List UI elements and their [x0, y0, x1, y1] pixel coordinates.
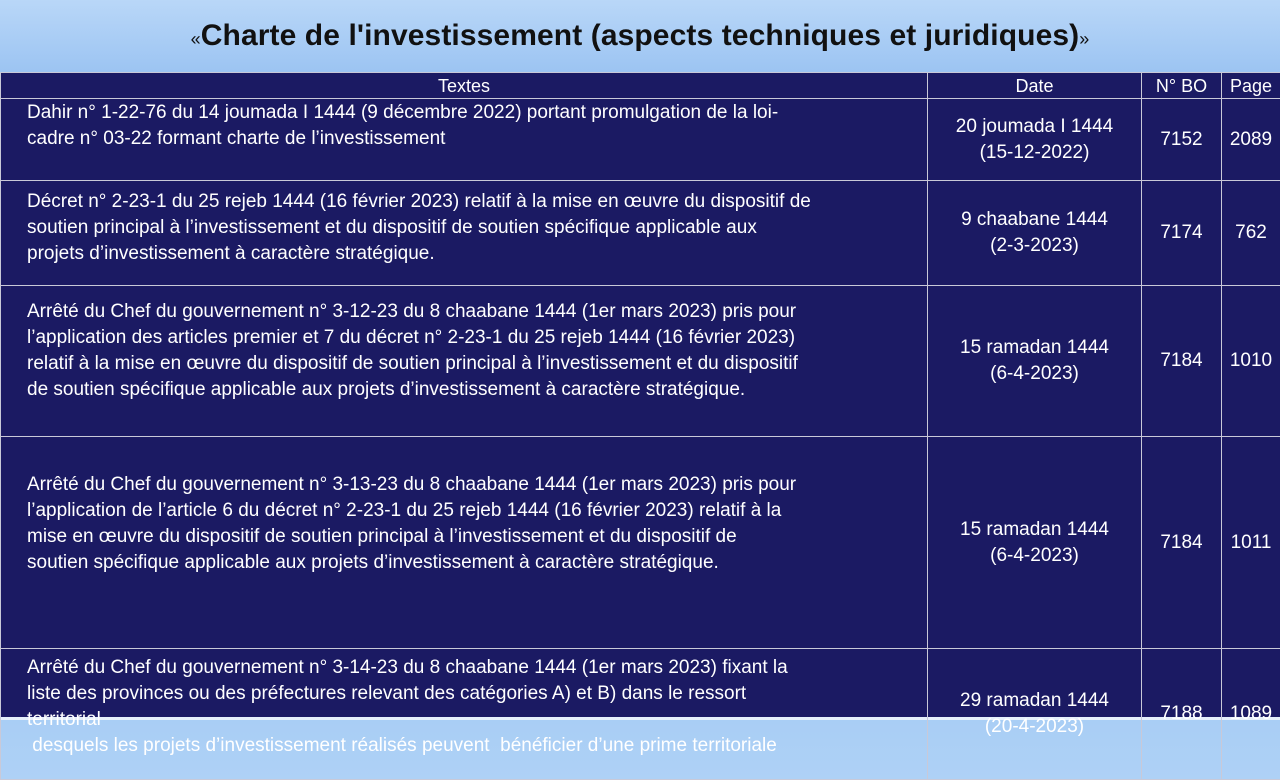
text-line: Arrêté du Chef du gouvernement n° 3-12-23 du 8 chaabane 1444 (1er mars 2023) pris pour — [27, 299, 923, 325]
open-quote: « — [191, 29, 201, 49]
date-gregorian: (6-4-2023) — [928, 543, 1141, 569]
text-line: desquels les projets d’investissement réalisés peuvent bénéficier d’une prime territoriale — [27, 733, 923, 759]
date-gregorian: (6-4-2023) — [928, 361, 1141, 387]
date-cell — [928, 286, 1142, 437]
bo-number-cell: 7152 — [1142, 99, 1222, 181]
date-gregorian: (2-3-2023) — [928, 233, 1141, 259]
bo-number-cell: 7184 — [1142, 437, 1222, 649]
page-number-cell: 2089 — [1222, 99, 1280, 181]
date-hijri: 9 chaabane 1444 — [928, 207, 1141, 233]
column-header-date: Date — [928, 73, 1142, 99]
date-cell — [928, 437, 1142, 649]
column-header-bo: N° BO — [1142, 73, 1222, 99]
page-number-cell: 1011 — [1222, 437, 1280, 649]
bo-number-cell: 7184 — [1142, 286, 1222, 437]
text-line: l’application des articles premier et 7 du décret n° 2-23-1 du 25 rejeb 1444 (16 février 2023) — [27, 325, 923, 351]
text-line: Dahir n° 1-22-76 du 14 joumada I 1444 (9 décembre 2022) portant promulgation de la loi- — [27, 100, 923, 126]
date-cell — [928, 649, 1142, 780]
text-line: soutien spécifique applicable aux projets d’investissement à caractère stratégique. — [27, 550, 923, 576]
column-header-page: Page — [1222, 73, 1280, 99]
date-hijri: 29 ramadan 1444 — [928, 688, 1141, 714]
text-cell — [1, 649, 928, 780]
text-cell — [1, 181, 928, 286]
text-cell — [1, 437, 928, 649]
text-line: projets d’investissement à caractère stratégique. — [27, 241, 923, 267]
text-line: relatif à la mise en œuvre du dispositif de soutien principal à l’investissement et du dispositif — [27, 351, 923, 377]
page-number-cell: 762 — [1222, 181, 1280, 286]
date-cell — [928, 181, 1142, 286]
date-hijri: 20 joumada I 1444 — [928, 114, 1141, 140]
date-hijri: 15 ramadan 1444 — [928, 517, 1141, 543]
column-header-textes: Textes — [1, 73, 928, 99]
legal-texts-table-container — [0, 72, 1280, 717]
legal-texts-table — [0, 72, 1280, 780]
date-gregorian: (15-12-2022) — [928, 140, 1141, 166]
text-line: Décret n° 2-23-1 du 25 rejeb 1444 (16 février 2023) relatif à la mise en œuvre du dispositif de — [27, 189, 923, 215]
title-bar — [0, 0, 1280, 72]
date-gregorian: (20-4-2023) — [928, 714, 1141, 740]
text-line: territorial — [27, 707, 923, 733]
text-line: cadre n° 03-22 formant charte de l’investissement — [27, 126, 923, 152]
table-row — [1, 437, 1280, 649]
table-row — [1, 181, 1280, 286]
page-number-cell: 1089 — [1222, 649, 1280, 780]
text-line: liste des provinces ou des préfectures relevant des catégories A) et B) dans le ressort — [27, 681, 923, 707]
text-cell — [1, 99, 928, 181]
page-title — [191, 19, 1090, 53]
text-line: l’application de l’article 6 du décret n° 2-23-1 du 25 rejeb 1444 (16 février 2023) relatif à la — [27, 498, 923, 524]
text-line: soutien principal à l’investissement et du dispositif de soutien spécifique applicable aux — [27, 215, 923, 241]
close-quote: » — [1079, 29, 1089, 49]
bo-number-cell: 7188 — [1142, 649, 1222, 780]
page-number-cell: 1010 — [1222, 286, 1280, 437]
text-line: de soutien spécifique applicable aux projets d’investissement à caractère stratégique. — [27, 377, 923, 403]
text-line: Arrêté du Chef du gouvernement n° 3-14-23 du 8 chaabane 1444 (1er mars 2023) fixant la — [27, 655, 923, 681]
table-row — [1, 99, 1280, 181]
date-hijri: 15 ramadan 1444 — [928, 335, 1141, 361]
bo-number-cell: 7174 — [1142, 181, 1222, 286]
text-line: mise en œuvre du dispositif de soutien principal à l’investissement et du dispositif de — [27, 524, 923, 550]
table-row — [1, 286, 1280, 437]
date-cell — [928, 99, 1142, 181]
page-title-text: Charte de l'investissement (aspects techniques et juridiques) — [201, 19, 1080, 52]
text-cell — [1, 286, 928, 437]
text-line: Arrêté du Chef du gouvernement n° 3-13-23 du 8 chaabane 1444 (1er mars 2023) pris pour — [27, 472, 923, 498]
table-row — [1, 649, 1280, 780]
table-header-row — [1, 73, 1280, 99]
